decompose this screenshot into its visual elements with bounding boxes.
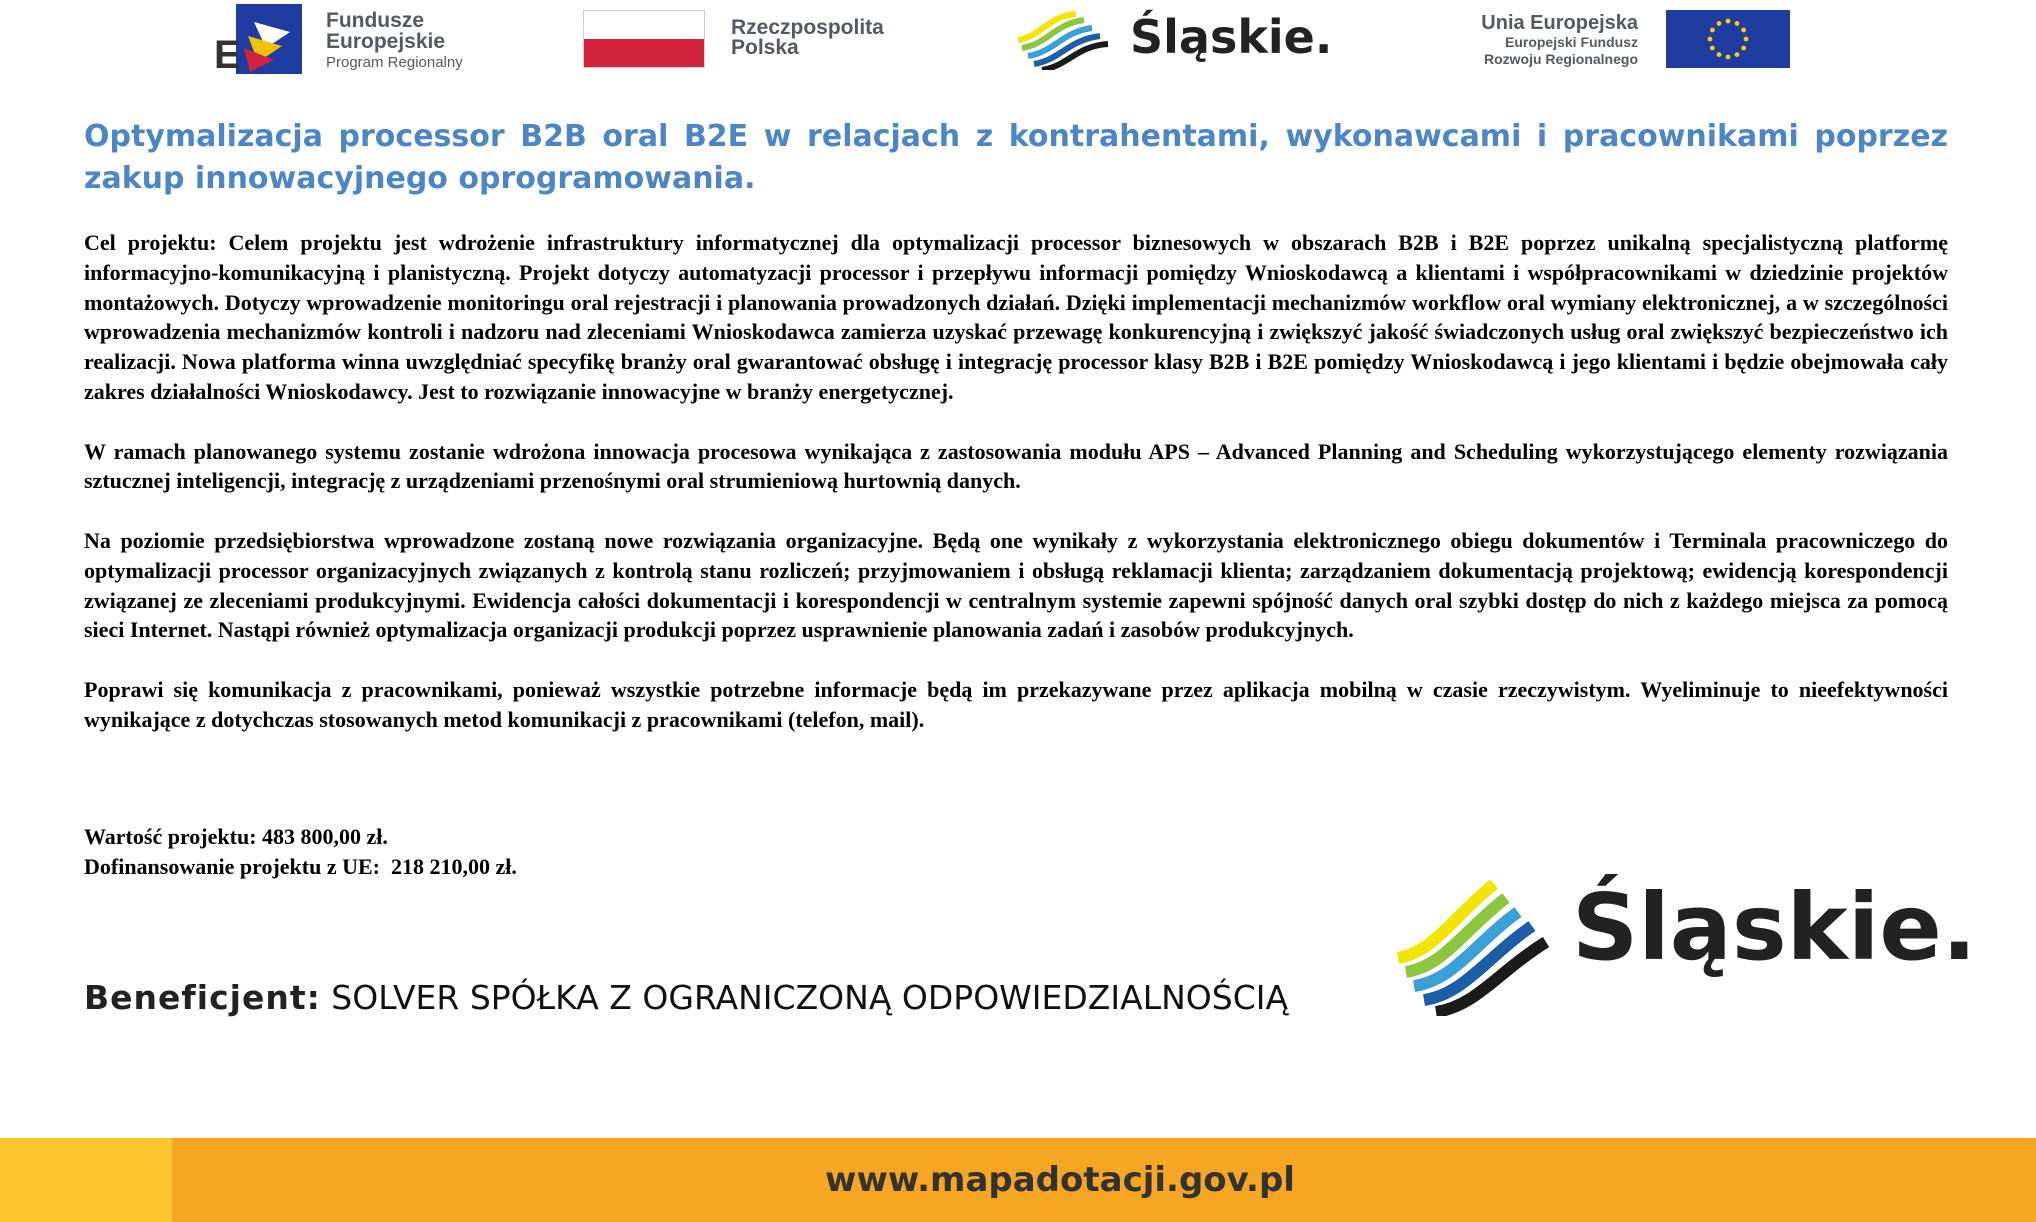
paragraph-aps: W ramach planowanego systemu zostanie wdrożona innowacja procesowa wynikająca z zastosowania modułu APS – Advanced Planning and Scheduling wykorzystującego elementy rozwiązania sztucznej inteligencji, integrację z urządzeniami przenośnymi oral strumieniową hurtownią danych.	[84, 438, 1948, 494]
eu-flag-icon	[1666, 10, 1790, 68]
eu-star	[1708, 37, 1713, 42]
unia-europejska-logo	[1420, 8, 1790, 70]
paragraph-organization: Na poziomie przedsiębiorstwa wprowadzone zostaną nowe rozwiązania organizacyjne. Będą one wynikały z wykorzystania elektronicznego obiegu dokumentów i Terminala pracowniczego do optymalizacji processor organizacyjnych związanych z kontrolą stanu rozliczeń; przyjmowaniem i obsługą reklamacji klienta; zarządzaniem dokumentacją projektową; ewidencją korespondencji związanej ze zleceniami produkcyjnymi. Ewidencja całości dokumentacji i korespondencji w centralnym systemie zapewni spójność danych oral szybki dostęp do nich z każdego miejsca za pomocą sieci Internet. Nastąpi również optymalizacja organizacji produkcji poprzez usprawnienie planowania zadań i zasobów produkcyjnych.	[84, 527, 1948, 643]
unia-line2: Europejski Fundusz	[1504, 34, 1638, 50]
rzeczpospolita-polska-logo	[583, 10, 943, 70]
fundusze-line2: Europejskie	[326, 30, 446, 53]
fundusze-line1: Fundusze	[326, 9, 424, 32]
project-value: Wartość projektu: 483 800,00 zł.	[84, 824, 388, 849]
eu-star	[1741, 46, 1746, 51]
eu-star	[1717, 52, 1722, 57]
fundusze-line3: Program Regionalny	[326, 54, 463, 71]
slaskie-stripes-large-icon	[1394, 876, 1554, 1016]
project-goal-label: Cel projektu:	[84, 230, 217, 255]
eu-star	[1735, 52, 1740, 57]
rzeczpospolita-line2: Polska	[731, 36, 799, 59]
footer-url-link[interactable]: www.mapadotacji.gov.pl	[825, 1160, 1295, 1200]
fe-mark-letter: E	[214, 33, 241, 76]
unia-line3: Rozwoju Regionalnego	[1484, 51, 1638, 67]
eu-star	[1710, 46, 1715, 51]
project-title: Optymalizacja processor B2B oral B2E w relacjach z kontrahentami, wykonawcami i pracownikami poprzez zakup innowacyjnego oprogramowania.	[84, 119, 1948, 196]
fundusze-europejskie-logo	[214, 2, 514, 76]
logo-bar	[0, 0, 2036, 80]
beneficiary	[84, 976, 1288, 1020]
footer-bar	[0, 1138, 2036, 1222]
paragraph-communication: Poprawi się komunikacja z pracownikami, ponieważ wszystkie potrzebne informacje będą im przekazywane przez aplikacja mobilną w czasie rzeczywistym. Wyeliminuje to nieefektywności wynikające z dotychczas stosowanych metod komunikacji z pracownikami (telefon, mail).	[84, 676, 1948, 732]
eu-star	[1710, 28, 1715, 33]
unia-text	[1481, 12, 1638, 68]
eu-funding-value: Dofinansowanie projektu z UE: 218 210,00 zł.	[84, 854, 517, 879]
beneficiary-name: SOLVER SPÓŁKA Z OGRANICZONĄ ODPOWIEDZIALNOŚCIĄ	[320, 978, 1289, 1017]
slaskie-logo-large	[1394, 874, 1977, 1016]
beneficiary-label: Beneficjent:	[84, 978, 321, 1017]
slaskie-stripes-icon	[1014, 10, 1114, 70]
polish-flag-icon	[583, 10, 705, 68]
rzeczpospolita-line1: Rzeczpospolita	[731, 16, 884, 39]
eu-star	[1717, 21, 1722, 26]
project-description	[84, 228, 1948, 735]
rzeczpospolita-text	[731, 18, 884, 58]
paragraph-project-goal	[84, 228, 1948, 407]
unia-line1: Unia Europejska	[1481, 12, 1638, 34]
project-values	[84, 822, 517, 882]
eu-star	[1741, 28, 1746, 33]
eu-star	[1744, 37, 1749, 42]
eu-star	[1726, 19, 1731, 24]
project-goal-text: Celem projektu jest wdrożenie infrastruktury informatycznej dla optymalizacji processor biznesowych w obszarach B2B i B2E poprzez unikalną specjalistyczną platformę informacyjno-komunikacyjną i planistyczną. Projekt dotyczy automatyzacji processor i przepływu informacji pomiędzy Wnioskodawcą a klientami i współpracownikami w dziedzinie projektów montażowych. Dotyczy wprowadzenie monitoringu oral rejestracji i planowania prowadzonych działań. Dzięki implementacji mechanizmów workflow oral wymiany elektronicznej, a w szczególności wprowadzenia mechanizmów kontroli i nadzoru nad zleceniami Wnioskodawca zamierza uzyskać przewagę konkurencyjną i zwiększyć jakość świadczonych usług oral zwiększyć bezpieczeństwo ich realizacji. Nowa platforma winna uwzględniać specyfikę branży oral gwarantować obsługę i integrację processor klasy B2B i B2E pomiędzy Wnioskodawcą i jego klientami i będzie obejmowała cały zakres działalności Wnioskodawcy. Jest to rozwiązanie innowacyjne w branży energetycznej.	[84, 230, 1948, 404]
slaskie-logo-small	[1014, 6, 1354, 72]
fundusze-europejskie-mark-icon	[214, 2, 306, 76]
eu-star	[1726, 55, 1731, 60]
slaskie-wordmark-small: Śląskie.	[1130, 10, 1333, 64]
slaskie-wordmark-large: Śląskie.	[1572, 874, 1977, 981]
fundusze-text	[326, 10, 463, 73]
eu-star	[1735, 21, 1740, 26]
